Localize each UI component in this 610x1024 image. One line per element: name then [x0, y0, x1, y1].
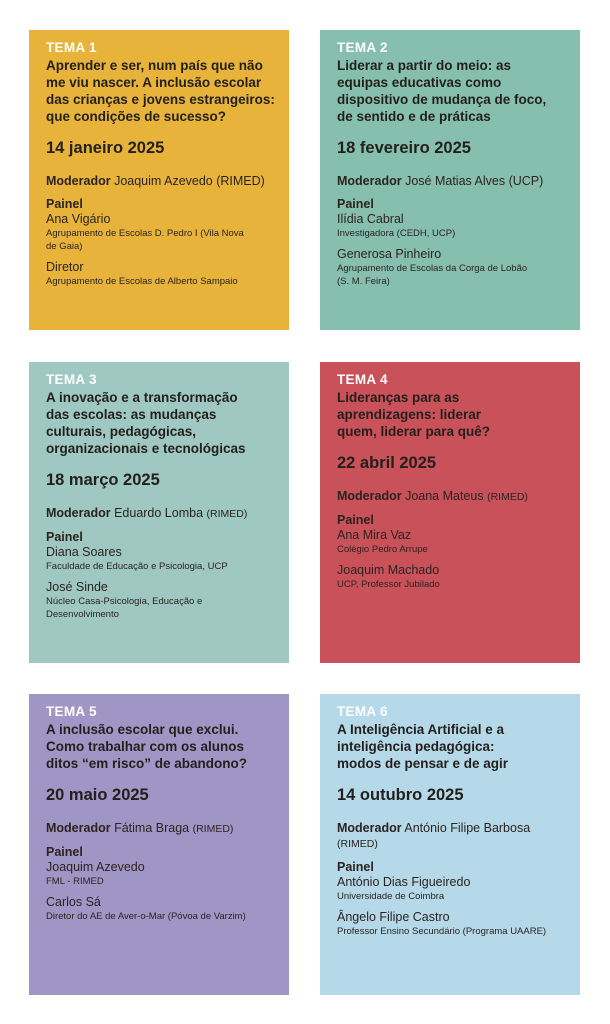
tema-card-5	[29, 694, 289, 995]
tema-label: TEMA 4	[337, 372, 388, 387]
moderator-affiliation: (RIMED)	[337, 838, 378, 850]
panelist-name: Ilídia Cabral	[337, 212, 404, 226]
tema-card-6	[320, 694, 580, 995]
panelist-affiliation: Professor Ensino Secundário (Programa UAARE)	[337, 926, 547, 937]
session-date: 14 janeiro 2025	[46, 139, 165, 157]
moderator-name: António Filipe Barbosa	[404, 821, 531, 835]
tema-label: TEMA 2	[337, 40, 388, 55]
tema-label: TEMA 3	[46, 372, 97, 387]
panelist-name: Generosa Pinheiro	[337, 247, 442, 261]
tema-title: Lideranças para as aprendizagens: liderar quem, liderar para quê?	[337, 390, 491, 439]
moderator-name: Joaquim Azevedo (RIMED)	[114, 174, 265, 188]
panel-label: Painel	[337, 513, 374, 527]
panelist-affiliation: Núcleo Casa-Psicologia, Educação e Desenvolvimento	[46, 596, 203, 620]
tema-label: TEMA 6	[337, 704, 388, 719]
panelist	[46, 260, 275, 288]
panelist-affiliation: FML - RIMED	[46, 876, 104, 887]
tema-card-1	[29, 30, 289, 330]
panelist-affiliation: Diretor do AE de Aver-o-Mar (Póvoa de Varzim)	[46, 911, 246, 922]
tema-title: Liderar a partir do meio: as equipas educativas como dispositivo de mudança de foco, de sentido e de práticas	[337, 58, 547, 124]
moderator-label: Moderador	[46, 174, 111, 188]
panelist	[46, 212, 275, 253]
moderator-label: Moderador	[46, 506, 111, 520]
moderator	[337, 488, 566, 505]
moderator	[46, 173, 275, 189]
panelist	[337, 910, 566, 938]
tema-title: Aprender e ser, num país que não me viu nascer. A inclusão escolar das crianças e jovens estrangeiros: que condições de sucesso?	[46, 58, 275, 124]
panelist-affiliation: UCP, Professor Jubilado	[337, 579, 440, 590]
panelist	[337, 212, 566, 240]
moderator-label: Moderador	[337, 821, 402, 835]
panelist	[337, 528, 566, 556]
panelist-affiliation: Investigadora (CEDH, UCP)	[337, 228, 456, 239]
moderator	[337, 820, 566, 852]
panel-label: Painel	[46, 197, 83, 211]
panelist	[337, 247, 566, 288]
panelist-affiliation: Agrupamento de Escolas da Corga de Lobão (S. M. Feira)	[337, 263, 528, 287]
session-date: 14 outubro 2025	[337, 786, 464, 804]
session-date: 22 abril 2025	[337, 454, 437, 472]
panelist-name: António Dias Figueiredo	[337, 875, 471, 889]
session-date: 20 maio 2025	[46, 786, 149, 804]
tema-title: A inclusão escolar que exclui. Como trabalhar com os alunos ditos “em risco” de abandono?	[46, 722, 248, 771]
panelist-name: Joaquim Machado	[337, 563, 440, 577]
moderator	[46, 505, 275, 522]
tema-card-4	[320, 362, 580, 663]
moderator-label: Moderador	[46, 821, 111, 835]
tema-label: TEMA 1	[46, 40, 97, 55]
moderator-label: Moderador	[337, 174, 402, 188]
panel-label: Painel	[337, 197, 374, 211]
panelist	[46, 860, 275, 888]
moderator	[337, 173, 566, 189]
panel-label: Painel	[337, 860, 374, 874]
moderator-name: Fátima Braga	[114, 821, 190, 835]
panelist-affiliation: Colégio Pedro Arrupe	[337, 544, 428, 555]
moderator-affiliation: (RIMED)	[206, 508, 248, 520]
moderator-name: Joana Mateus	[405, 489, 484, 503]
panelist-name: José Sinde	[46, 580, 108, 594]
panelist-affiliation: Universidade de Coimbra	[337, 891, 445, 902]
tema-title: A Inteligência Artificial e a inteligência pedagógica: modos de pensar e de agir	[337, 722, 509, 771]
panelist-name: Ângelo Filipe Castro	[337, 910, 450, 924]
tema-card-3	[29, 362, 289, 663]
moderator-affiliation: (RIMED)	[192, 823, 234, 835]
moderator-label: Moderador	[337, 489, 402, 503]
panelist	[337, 563, 566, 591]
panelist-affiliation: Faculdade de Educação e Psicologia, UCP	[46, 561, 228, 572]
panelist	[337, 875, 566, 903]
panelist-name: Diana Soares	[46, 545, 122, 559]
tema-title: A inovação e a transformação das escolas: as mudanças culturais, pedagógicas, organizacionais e tecnológicas	[46, 390, 246, 456]
panel-label: Painel	[46, 845, 83, 859]
panelist-name: Ana Mira Vaz	[337, 528, 412, 542]
panel-label: Painel	[46, 530, 83, 544]
panelist-name: Carlos Sá	[46, 895, 101, 909]
panelist-name: Joaquim Azevedo	[46, 860, 145, 874]
tema-card-2	[320, 30, 580, 330]
moderator-affiliation: (RIMED)	[487, 491, 528, 503]
panelist	[46, 545, 275, 573]
tema-label: TEMA 5	[46, 704, 97, 719]
panelist-name: Diretor	[46, 260, 84, 274]
panelist	[46, 895, 275, 923]
panelist-affiliation: Agrupamento de Escolas de Alberto Sampaio	[46, 276, 238, 287]
session-date: 18 março 2025	[46, 471, 160, 489]
panelist-affiliation: Agrupamento de Escolas D. Pedro I (Vila Nova de Gaia)	[46, 228, 244, 252]
moderator	[46, 820, 275, 837]
moderator-name: José Matias Alves (UCP)	[405, 174, 544, 188]
moderator-name: Eduardo Lomba	[114, 506, 204, 520]
session-date: 18 fevereiro 2025	[337, 139, 471, 157]
panelist-name: Ana Vigário	[46, 212, 111, 226]
panelist	[46, 580, 275, 621]
